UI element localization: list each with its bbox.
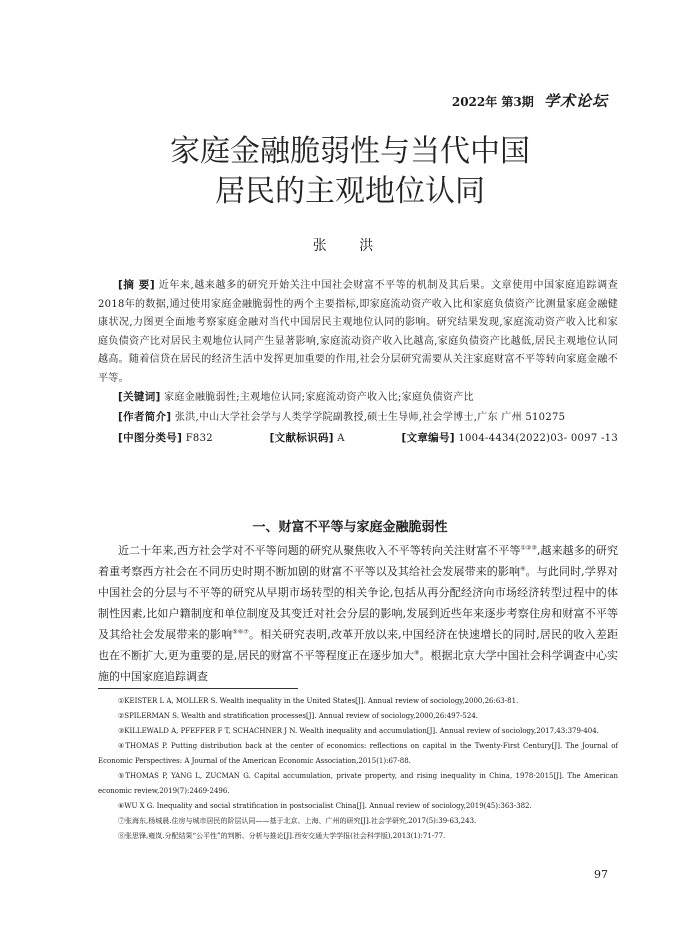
footnote-7: ⑦张海东,杨城晨.住房与城市居民的阶层认同——基于北京、上海、广州的研究[J].社会学研究,2017(5):39-63,243. [118,817,477,825]
keywords-text: 家庭金融脆弱性;主观地位认同;家庭流动资产收入比;家庭负债资产比 [164,392,474,403]
footnote-divider [98,688,298,689]
article-title [0,132,700,212]
author-bio-text: 张洪,中山大学社会学与人类学学院副教授,硕士生导师,社会学博士,广东 广州 510275 [174,411,566,423]
text-run: 近二十年来,西方社会学对不平等问题的研究从聚焦收入不平等转向关注财富不平等 [118,544,521,557]
footnote-1: ①KEISTER L A, MOLLER S. Wealth inequality in the United States[J]. Annual review of sociology,2000,26:63-81. [118,697,519,705]
page-number: 97 [594,868,608,881]
author-name: 张 洪 [312,238,388,254]
footnote-5: ⑤THOMAS P, YANG L, ZUCMAN G. Capital accumulation, private property, and rising inequality in China, 1978-2015[J]. The American economic review,2019(7):2469-2496. [98,772,618,795]
footnote-2: ②SPILERMAN S. Wealth and stratification processes[J]. Annual review of sociology,2000,26:497-524. [118,712,479,720]
issue-label: 2022年 第3期 [451,95,534,109]
doc-code-label: [文献标识码] [269,432,334,444]
article-no-value: 1004-4434(2022)03- 0097 -13 [458,433,618,444]
body-text [98,540,618,687]
text-run: 。根据北京大学中国社会科学调查中心实施的中国家庭追踪调查 [98,649,618,683]
section-heading: 一、财富不平等与家庭金融脆弱性 [252,520,448,535]
footnote-6: ⑥WU X G. Inequality and social stratification in postsocialist China[J]. Annual review of sociology,2019(45):363-382. [118,802,532,810]
author-bio [98,408,618,428]
keywords-label: [关键词] [118,391,161,403]
abstract-label: [摘 要] [118,279,155,291]
abstract-text: 近年来,越来越多的研究开始关注中国社会财富不平等的机制及其后果。文章使用中国家庭追踪调查2018年的数据,通过使用家庭金融脆弱性的两个主要指标,即家庭流动资产收入比和家庭负债资产比测量家庭金融健康状况,力图更全面地考察家庭金融对当代中国居民主观地位认同的影响。研究结果发现,家庭流动资产收入比和家庭负债资产比对居民主观地位认同产生显著影响,家庭流动资产收入比越高,家庭负债资产比越低,居民主观地位认同越高。随着信贷在居民的经济生活中发挥更加重要的作用,社会分层研究需要从关注家庭财富不平等转向家庭金融不平等。 [98,280,618,384]
clc-value: F832 [185,433,213,444]
footnote-3: ③KILLEWALD A, PFEFFER F T, SCHACHNER J N. Wealth inequality and accumulation[J]. Annual review of sociology,2017,43:379-404. [118,727,599,735]
clc-label: [中图分类号] [118,432,183,444]
title-line-2: 居民的主观地位认同 [215,174,485,209]
footnote-8: ⑧张思锋,雍岚.分配结果“公平性”的判断、分析与推论[J].西安交通大学学报(社会科学版),2013(1):71-77. [118,832,446,840]
footnote-ref[interactable]: ⑤⑥⑦ [232,628,250,636]
title-line-1: 家庭金融脆弱性与当代中国 [170,134,530,169]
doc-code-value: A [337,433,345,444]
footnote-ref[interactable]: ⑧ [414,649,420,657]
text-run: ,越来越多的研究着重考察西方社会在不同历史时期不断加剧的财富不平等以及其给社会发展带来的影响 [98,544,619,578]
abstract [98,276,618,388]
author-bio-label: [作者简介] [118,410,172,423]
journal-name: 学术论坛 [543,92,608,110]
classification-row [98,429,618,449]
text-run: 。相关研究表明,改革开放以来,中国经济在快速增长的同时,居民的收入差距也在不断扩大,更为重要的是,居民的财富不平等程度正在逐步加大 [98,628,618,662]
text-run: 。与此同时,学界对中国社会的分层与不平等的研究从早期市场转型的相关争论,包括从再分配经济向市场经济转型过程中的体制性因素,比如户籍制度和单位制度及其变迁对社会分层的影响,发展到近些年来逐步考察住房和财富不平等及其给社会发展带来的影响 [98,565,619,641]
footnote-ref[interactable]: ①②③ [520,544,537,552]
footnote-ref[interactable]: ④ [520,565,526,573]
article-no-label: [文章编号] [401,432,455,444]
keywords [98,388,618,408]
paragraph-1 [98,540,618,687]
abstract-block [98,276,618,449]
journal-header [452,90,608,111]
footnotes [98,694,618,844]
footnote-4: ④THOMAS P. Putting distribution back at the center of economics: reflections on capital in the Twenty-First Century[J]. The Journal of Economic Perspectives: A Journal of the American Economic Association,2015(1):67-88. [98,742,618,765]
